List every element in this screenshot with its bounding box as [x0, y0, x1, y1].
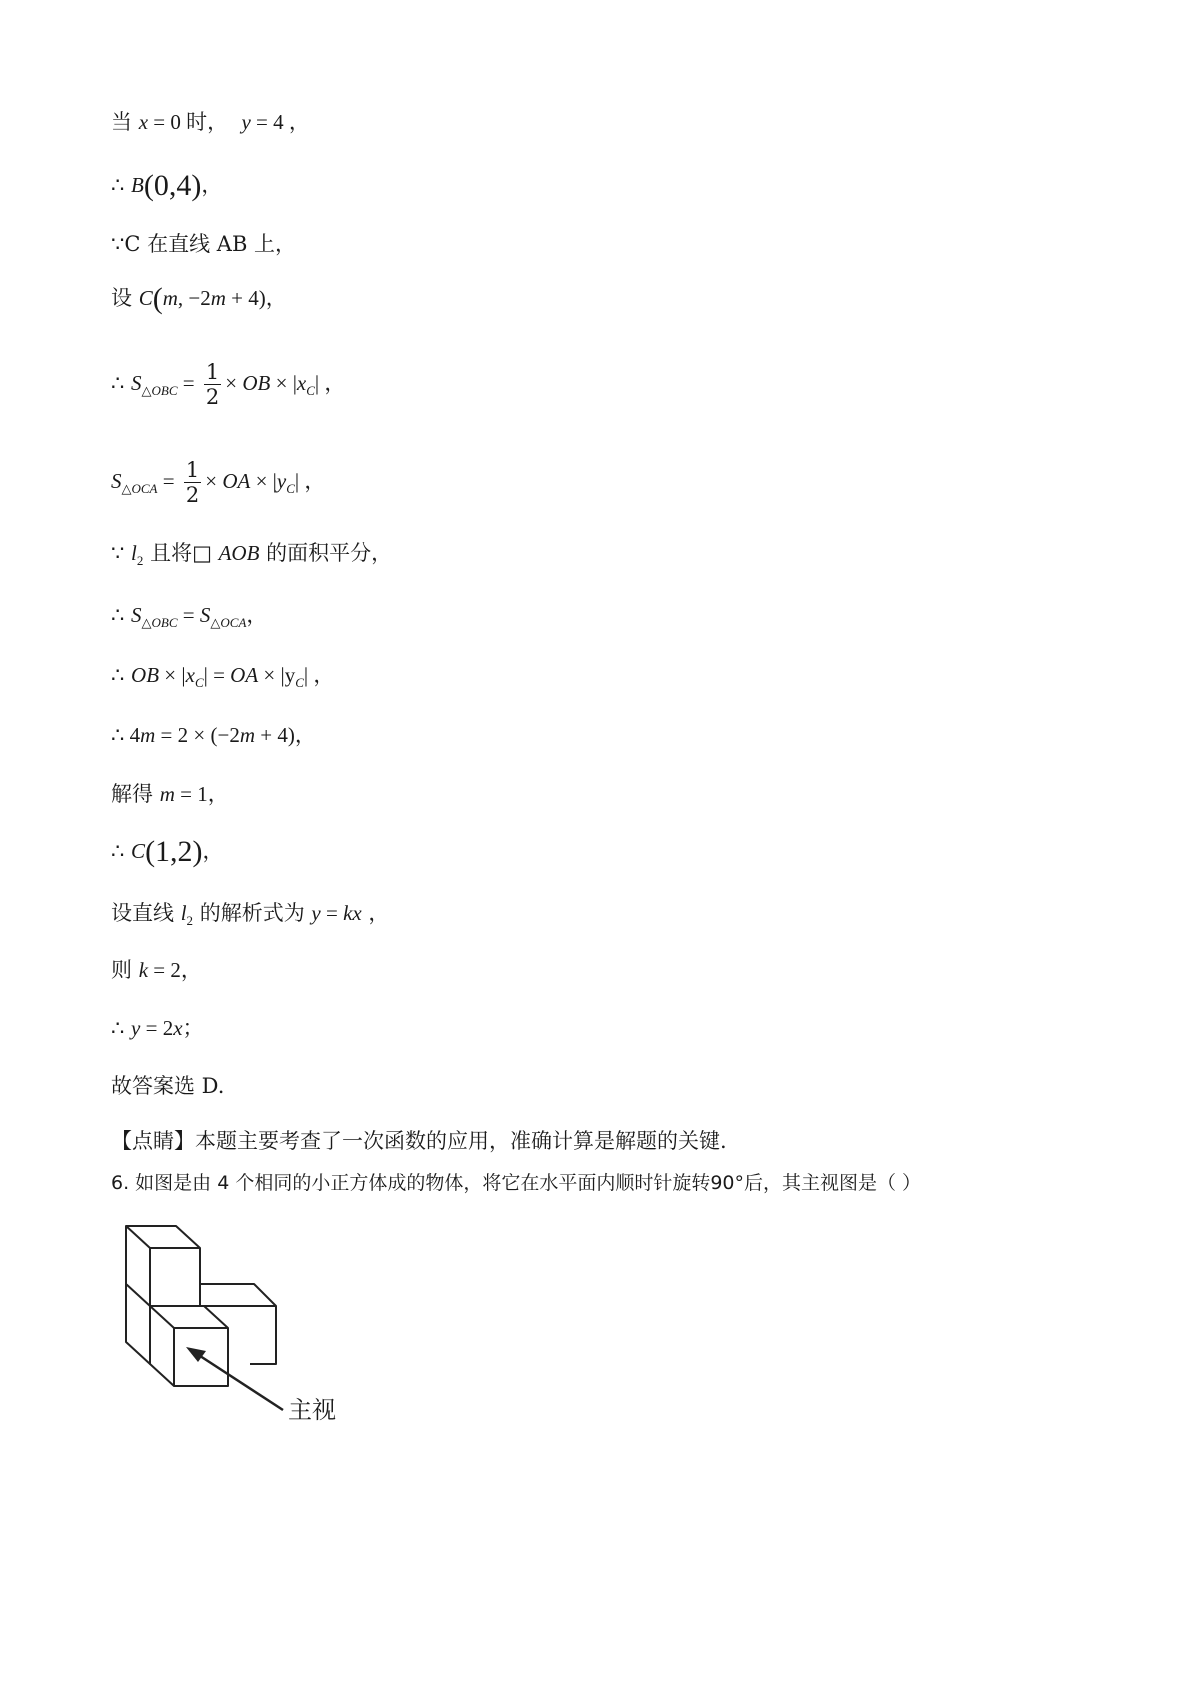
subscript: C	[295, 675, 304, 690]
denominator: 2	[205, 385, 220, 409]
math-expr: | =	[203, 663, 231, 687]
subscript: C	[194, 675, 204, 690]
arrow-icon	[186, 1347, 283, 1410]
math-var: S	[131, 603, 142, 627]
math-var: S	[111, 469, 122, 493]
math-var: x	[296, 371, 307, 395]
math-expr: | ，	[314, 371, 346, 395]
math-var: OB	[242, 371, 271, 395]
question-6-stem: 6. 如图是由 4 个相同的小正方体成的物体，将它在水平面内顺时针旋转90°后，其主视图是（ ）	[111, 1172, 922, 1194]
solution-line-1	[111, 107, 310, 137]
solution-line-3	[111, 229, 296, 259]
solution-line-6	[111, 458, 325, 507]
text: 则	[111, 958, 139, 982]
subscript: △OBC	[141, 615, 178, 630]
therefore-symbol: ∴	[111, 839, 132, 863]
key-point-note	[111, 1126, 727, 1156]
solution-line-11	[111, 779, 229, 809]
math-expr: (1,2)	[145, 835, 203, 868]
text: ∵C 在直线 AB 上，	[111, 232, 297, 256]
math-var: OB	[131, 663, 160, 687]
math-expr: , −2	[177, 286, 211, 310]
therefore-symbol: ∴	[111, 173, 132, 197]
text: 【点睛】本题主要考查了一次函数的应用，准确计算是解题的关键.	[111, 1129, 727, 1153]
solution-line-10	[111, 720, 316, 750]
math-expr: × |y	[258, 663, 296, 687]
math-var: x	[138, 110, 149, 134]
text: 故答案选 D.	[111, 1074, 225, 1098]
math-var: m	[159, 782, 175, 806]
math-var: OA	[230, 663, 259, 687]
math-expr: ∴ 4	[111, 723, 141, 747]
math-expr: =	[177, 371, 200, 395]
text: 的解析式为	[193, 901, 312, 925]
math-expr: = 1	[174, 782, 208, 806]
math-var: AOB	[218, 541, 260, 565]
fraction-one-half	[184, 458, 201, 507]
math-expr: × |	[159, 663, 186, 687]
math-var: OA	[222, 469, 251, 493]
math-expr: =	[177, 603, 200, 627]
solution-line-13	[111, 898, 389, 936]
math-var: y	[276, 469, 287, 493]
math-expr: (0,4)	[143, 169, 202, 202]
subscript: 2	[136, 553, 144, 568]
text: ，	[361, 901, 390, 925]
subscript: 2	[186, 913, 194, 928]
solution-line-15	[111, 1013, 204, 1043]
subscript: C	[306, 383, 315, 398]
math-var: kx	[343, 901, 362, 925]
solution-line-2	[111, 170, 222, 201]
text: ，	[246, 603, 268, 627]
math-var: C	[131, 839, 146, 863]
solution-line-14	[111, 955, 202, 985]
cube-back-right	[200, 1284, 276, 1364]
math-var: l	[180, 901, 187, 925]
math-expr: ×	[205, 469, 223, 493]
math-var: S	[131, 371, 142, 395]
math-var: m	[162, 286, 178, 310]
math-var: y	[311, 901, 321, 925]
text: ，	[201, 173, 223, 197]
text: ；	[182, 1016, 204, 1040]
math-var: B	[131, 173, 144, 197]
text: ，	[207, 782, 229, 806]
text: 当	[111, 110, 132, 134]
math-expr: = 2	[148, 958, 181, 982]
math-expr: = 4 ，	[250, 110, 310, 134]
math-var: S	[199, 603, 211, 627]
solution-line-8	[111, 600, 267, 638]
fraction-one-half	[204, 360, 221, 409]
math-expr: + 4)	[225, 286, 266, 310]
solution-line-5	[111, 360, 345, 409]
math-expr: × |	[250, 469, 277, 493]
math-var: y	[241, 110, 251, 134]
cube-top-left	[126, 1226, 200, 1306]
subscript: C	[286, 481, 295, 496]
text: 时，	[186, 110, 229, 134]
text: ，	[265, 286, 287, 310]
math-expr: = 2	[140, 1016, 174, 1040]
text: ，	[180, 958, 202, 982]
figure-label-front-view: 主视	[288, 1396, 336, 1424]
paren: (	[152, 282, 163, 315]
math-expr: | ，	[303, 663, 335, 687]
math-expr: =	[320, 901, 344, 925]
numerator: 1	[185, 458, 200, 482]
subscript: △OCA	[121, 481, 158, 496]
solution-line-9	[111, 660, 334, 698]
text: 的面积平分，	[259, 541, 393, 565]
missing-glyph-box: □	[192, 541, 212, 565]
therefore-symbol: ∴	[111, 603, 132, 627]
math-expr: × |	[270, 371, 297, 395]
text: 设	[111, 286, 139, 310]
text: ，	[294, 723, 316, 747]
denominator: 2	[185, 483, 200, 507]
math-var: m	[210, 286, 226, 310]
math-var: y	[131, 1016, 141, 1040]
math-var: x	[173, 1016, 183, 1040]
solution-line-4	[111, 283, 287, 314]
text: 解得	[111, 782, 160, 806]
math-expr: = 0	[148, 110, 187, 134]
text: ，	[202, 839, 224, 863]
math-expr: =	[157, 469, 180, 493]
math-expr: = 2 × (−2	[155, 723, 240, 747]
subscript: △OCA	[210, 615, 247, 630]
math-var: l	[131, 541, 137, 565]
therefore-symbol: ∴	[111, 663, 132, 687]
math-var: C	[138, 286, 153, 310]
math-var: x	[185, 663, 195, 687]
solution-line-12	[111, 836, 224, 867]
solution-conclusion	[111, 1071, 224, 1101]
text: 设直线	[111, 901, 181, 925]
math-expr: | ，	[294, 469, 326, 493]
math-var: m	[140, 723, 156, 747]
because-symbol: ∵	[111, 541, 132, 565]
numerator: 1	[205, 360, 220, 384]
math-var: k	[138, 958, 149, 982]
math-expr: ×	[225, 371, 243, 395]
math-expr: + 4)	[255, 723, 295, 747]
subscript: △OBC	[141, 383, 178, 398]
therefore-symbol: ∴	[111, 371, 132, 395]
therefore-symbol: ∴	[111, 1016, 132, 1040]
solution-line-7	[111, 538, 392, 576]
math-var: m	[239, 723, 255, 747]
text: 且将	[143, 541, 193, 565]
